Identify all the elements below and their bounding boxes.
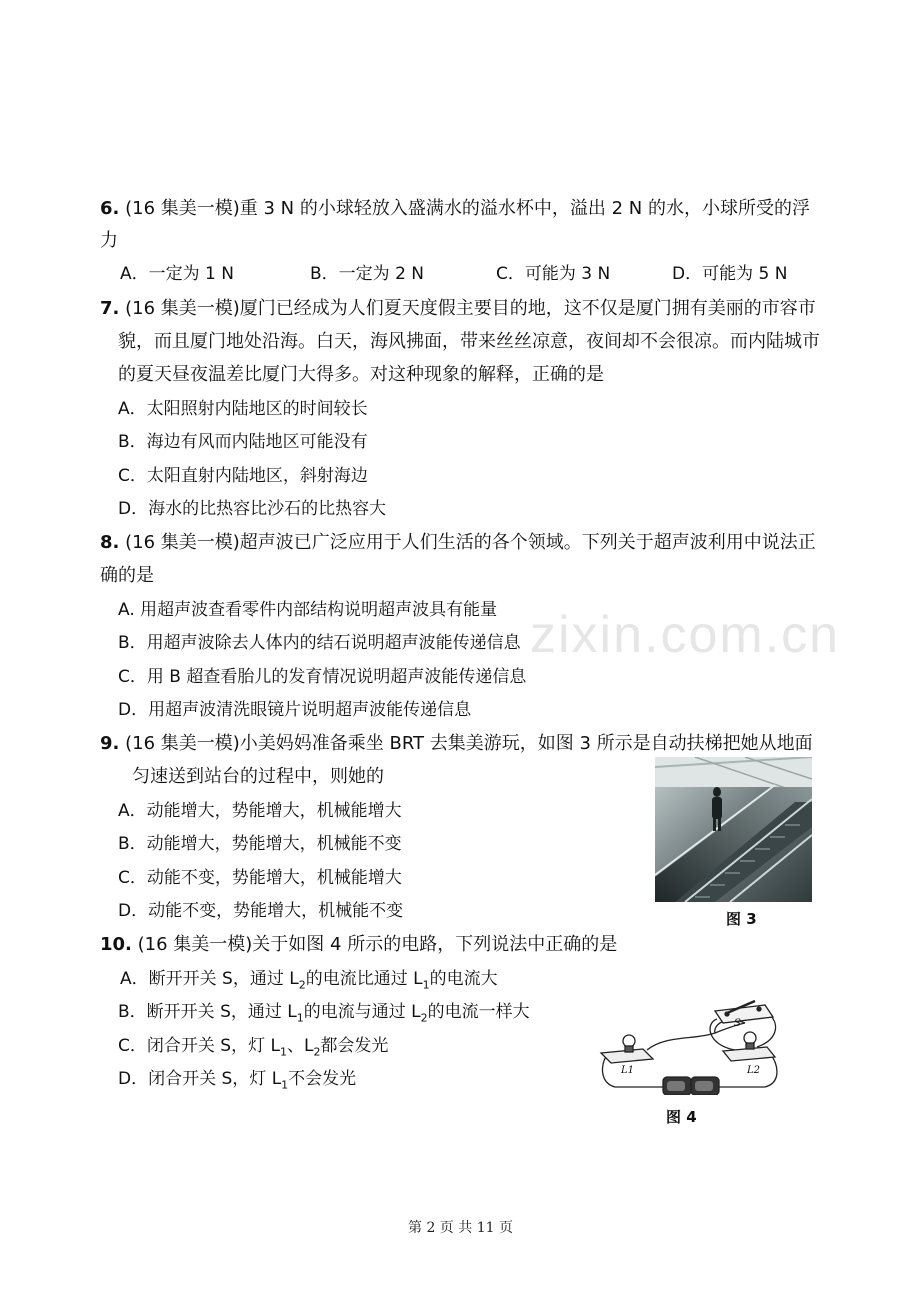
question-6-option-d: D．可能为 5 N: [672, 264, 788, 284]
question-7-option-a: A．太阳照射内陆地区的时间较长: [118, 399, 368, 419]
question-10-line-1: [100, 933, 617, 957]
question-6-option-b: B．一定为 2 N: [310, 264, 425, 284]
question-8-line-1: [100, 531, 816, 555]
question-7-line-3: 的夏天昼夜温差比厦门大得多。对这种现象的解释，正确的是: [118, 364, 604, 385]
question-9-line-1: [100, 732, 813, 756]
question-7-option-d: D．海水的比热容比沙石的比热容大: [118, 499, 387, 519]
question-7-option-c: C．太阳直射内陆地区，斜射海边: [118, 466, 368, 486]
lamp-1-label: L1: [621, 1065, 635, 1076]
escalator-photo: [655, 757, 812, 902]
question-7-option-b: B．海边有风而内陆地区可能没有: [118, 432, 368, 452]
question-6-option-a: A．一定为 1 N: [120, 264, 234, 284]
question-10-number: 10.: [100, 934, 132, 955]
question-6-number: 6.: [100, 198, 120, 219]
question-8-option-b: B．用超声波除去人体内的结石说明超声波能传递信息: [118, 633, 521, 653]
question-9-text: 小美妈妈准备乘坐 BRT 去集美游玩，如图 3 所示是自动扶梯把她从地面: [239, 733, 813, 754]
question-6-source: (16 集美一模): [125, 198, 240, 219]
question-7-text: 厦门已经成为人们夏天度假主要目的地，这不仅是厦门拥有美丽的市容市: [239, 298, 816, 319]
question-10-text: 关于如图 4 所示的电路，下列说法中正确的是: [252, 934, 618, 955]
question-6-option-c: C．可能为 3 N: [496, 264, 611, 284]
switch-label: S: [734, 1018, 741, 1029]
question-6-line-2: 力: [100, 230, 118, 251]
figure-3-caption: 图 3: [726, 910, 757, 928]
question-6-line-1: [100, 197, 810, 221]
question-9-line-2: 匀速送到站台的过程中，则她的: [132, 766, 384, 787]
question-9-source: (16 集美一模): [125, 733, 240, 754]
question-9-option-d: D．动能不变，势能增大，机械能不变: [118, 901, 404, 921]
question-10-option-d: D．闭合开关 S，灯 $L_1$不会发光: [118, 1069, 357, 1092]
question-8-option-a: A. 用超声波查看零件内部结构说明超声波具有能量: [118, 600, 498, 620]
question-10-option-a: A．断开开关 S，通过 $L_2$的电流比通过 $L_1$的电流大: [120, 969, 498, 992]
watermark: zixin.com.cn: [530, 606, 841, 664]
question-7-line-2: 貌，而且厦门地处沿海。白天，海风拂面，带来丝丝凉意，夜间却不会很凉。而内陆城市: [118, 331, 820, 352]
question-10-option-c: C．闭合开关 S，灯 $L_1$、$L_2$都会发光: [118, 1036, 389, 1059]
question-8-option-d: D．用超声波清洗眼镜片说明超声波能传递信息: [118, 700, 472, 720]
question-8-number: 8.: [100, 532, 120, 553]
question-6-text: 重 3 N 的小球轻放入盛满水的溢水杯中，溢出 2 N 的水，小球所受的浮: [239, 198, 810, 219]
question-9-number: 9.: [100, 733, 120, 754]
question-8-text: 超声波已广泛应用于人们生活的各个领域。下列关于超声波利用中说法正: [239, 532, 816, 553]
question-9-option-b: B．动能增大，势能增大，机械能不变: [118, 834, 402, 854]
figure-4-caption: 图 4: [666, 1108, 697, 1126]
circuit-diagram: [595, 995, 785, 1095]
question-10-option-b: B．断开开关 S，通过 $L_1$的电流与通过 $L_2$的电流一样大: [118, 1002, 530, 1025]
page-footer: 第 2 页 共 11 页: [408, 1220, 513, 1236]
question-7-source: (16 集美一模): [125, 298, 240, 319]
question-10-source: (16 集美一模): [137, 934, 253, 955]
question-7-number: 7.: [100, 298, 120, 319]
question-8-source: (16 集美一模): [125, 532, 240, 553]
question-8-line-2: 确的是: [100, 565, 154, 586]
question-8-option-c: C．用 B 超查看胎儿的发育情况说明超声波能传递信息: [118, 667, 527, 687]
question-7-line-1: [100, 297, 816, 321]
question-9-option-a: A．动能增大，势能增大，机械能增大: [118, 801, 402, 821]
lamp-2-label: L2: [747, 1065, 761, 1076]
question-9-option-c: C．动能不变，势能增大，机械能增大: [118, 868, 402, 888]
